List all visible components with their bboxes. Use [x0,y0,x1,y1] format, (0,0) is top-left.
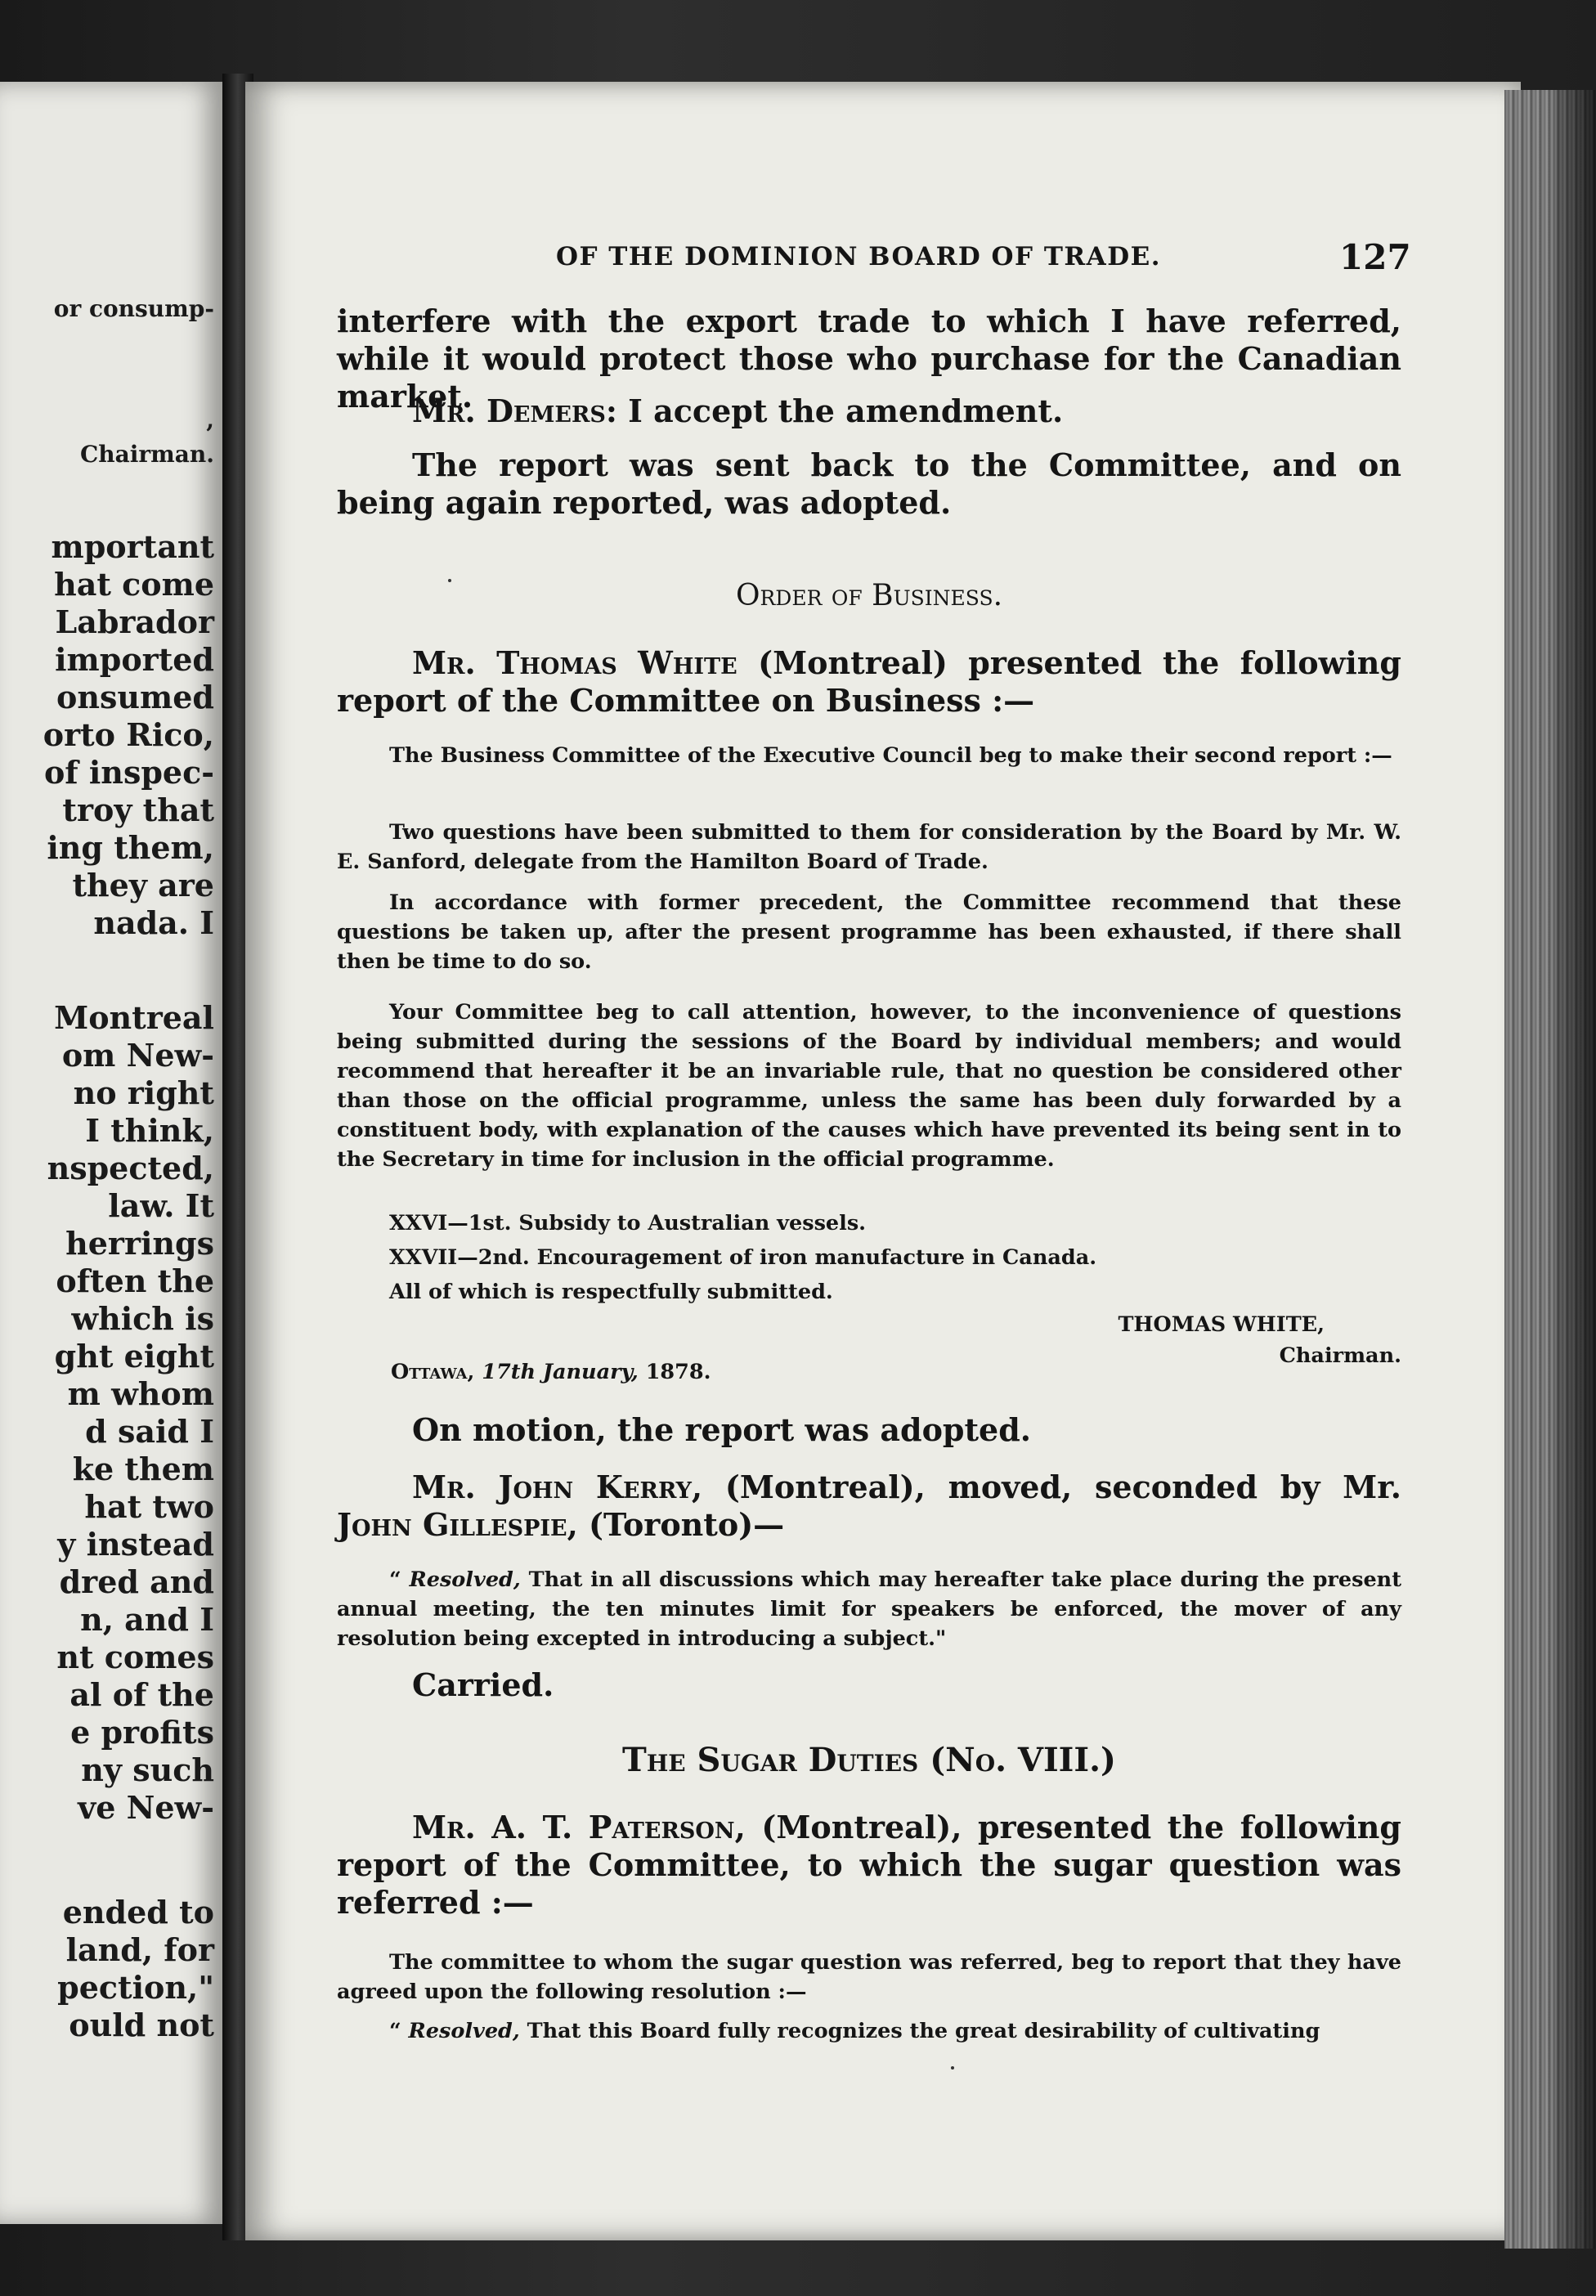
date-text: 17th January, [474,1360,639,1384]
date-place: Ottawa, [391,1360,475,1384]
seconder-last-name: Gillespie [422,1506,567,1543]
paragraph-paterson-presents [337,1809,1401,1922]
speech-text: , (Montreal), presented the following report of the Committee, to which the sugar question was referred :— [337,1809,1401,1921]
left-page-line: hat two [84,1488,214,1525]
resolution-text: That in all discussions which may hereafter take place during the present annual meeting, the ten minutes limit for speakers be enforced, the mover of any resolution being excepted in introducing a subject." [337,1567,1401,1651]
report-paragraph-1: The Business Committee of the Executive Council beg to make their second report :— [389,743,1392,768]
speech-text: (Montreal) presented the following report of the Committee on Business :— [337,644,1401,719]
left-page-line: orto Rico, [43,716,214,753]
heading-order-of-business: Order of Business. [735,579,1003,612]
date-year: 1878. [638,1360,711,1384]
left-page-line: often the [56,1262,214,1299]
page-edge-shadow [1553,90,1596,2249]
report-item-xxvi: XXVI—1st. Subsidy to Australian vessels. [389,1211,867,1235]
running-title: OF THE DOMINION BOARD OF TRADE. [556,242,1162,271]
left-page-line: hat come [54,566,214,603]
left-page-line: of inspec- [43,754,214,791]
left-page-line: ny such [81,1751,214,1788]
left-page-line: nt comes [56,1639,214,1675]
left-page-line: Montreal [54,999,214,1036]
left-page-line: n, and I [80,1601,214,1638]
left-page-line: m whom [67,1375,214,1412]
resolved-word: Resolved, [408,2019,520,2043]
left-page-line: they are [72,867,214,904]
paragraph-kerry-moves [337,1469,1401,1544]
left-page-line: Chairman. [79,441,214,468]
left-page-line: al of the [69,1676,214,1713]
report-item-xxvii: XXVII—2nd. Encouragement of iron manufacture in Canada. [389,1245,1097,1270]
left-page-line: Labrador [55,603,214,640]
date-line [391,1357,1455,1387]
speaker-name: Mr. Demers [412,392,606,429]
left-page-line: ould not [69,2007,214,2043]
page-number: 127 [1339,237,1411,277]
left-page-line: onsumed [56,679,214,715]
left-page-line: y instead [57,1526,214,1563]
paragraph-motion-adopted: On motion, the report was adopted. [412,1411,1032,1448]
left-page-line: nada. I [93,904,214,941]
left-page-line: or consump- [53,295,214,322]
left-page-line: ght eight [54,1338,214,1374]
sugar-resolution: “ Resolved, That this Board fully recognizes the great desirability of cultivating [389,2019,1320,2043]
paragraph-demers [337,392,1401,430]
speech-text: : I accept the amendment. [605,392,1064,429]
sugar-report-paragraph: The committee to whom the sugar question was referred, beg to report that they have agreed upon the following resolution :— [337,1950,1401,2004]
speaker-name: Mr. A. T. Paterson [412,1809,735,1845]
print-speck [448,579,451,582]
left-page-line: e profits [70,1714,214,1751]
paragraph-report-adopted: The report was sent back to the Committee, and on being again reported, was adopted. [337,446,1401,521]
resolution-time-limit: “ Resolved, That in all discussions which may hereafter take place during the present annual meeting, the ten minutes limit for speakers be enforced, the mover of any resolution being excepted in introducing a subject." [337,1567,1401,1651]
resolution-text: That this Board fully recognizes the great desirability of cultivating [519,2019,1320,2043]
report-closing: All of which is respectfully submitted. [389,1280,833,1304]
report-paragraph-4: Your Committee beg to call attention, however, to the inconvenience of questions being submitted during the sessions of the Board by individual members; and would recommend that hereafter it be an invariable rule, that no question be considered other than those on the official programme, unless the same has been duly forwarded by a constituent body, with explanation of the causes which have prevented its being sent in to the Secretary in time for inclusion in the official programme. [337,1000,1401,1172]
speaker-name: Mr. John Kerry [412,1469,692,1505]
left-page-line: om New- [61,1037,214,1074]
left-page-line: ve New- [78,1789,214,1826]
left-page-line: , [206,406,214,433]
speaker-name: Mr. Thomas White [412,644,737,681]
report-paragraph-2: Two questions have been submitted to them for consideration by the Board by Mr. W. E. Sanford, delegate from the Hamilton Board of Trade. [337,820,1401,874]
left-page-line: pection," [57,1969,214,2006]
seconder-first-name: John [337,1506,412,1543]
report-paragraph-3: In accordance with former precedent, the Committee recommend that these questions be taken up, after the present programme has been exhausted, if there shall then be time to do so. [337,890,1401,974]
signature-title: Chairman. [1279,1343,1401,1368]
paragraph-white-presents [337,644,1401,720]
left-page-line: I think, [85,1112,214,1149]
left-page-line: land, for [65,1931,214,1968]
heading-sugar-duties: The Sugar Duties (No. VIII.) [622,1741,1116,1779]
resolved-word: Resolved, [409,1567,521,1592]
left-page-line: troy that [62,791,214,828]
left-page-line: d said I [85,1413,214,1450]
left-page-line: herrings [65,1225,214,1262]
left-page-line: ke them [72,1451,214,1487]
left-page-line: mportant [51,528,214,565]
left-page-line: law. It [108,1187,214,1224]
signature-name: THOMAS WHITE, [1118,1312,1325,1337]
paragraph-export-trade: interfere with the export trade to which I have referred, while it would protect those who purchase for the Canadian market. [337,303,1401,415]
left-page-line: which is [71,1300,214,1337]
speech-text-end: , (Toronto)— [567,1506,785,1543]
left-page-line: imported [55,641,214,678]
left-page-line: nspected, [47,1150,214,1186]
left-page-line: no right [73,1074,214,1111]
left-page-fragment [0,82,222,2224]
speech-text: , (Montreal), moved, seconded by Mr. [691,1469,1402,1505]
print-speck [951,2066,954,2070]
left-page-line: ended to [62,1894,214,1931]
left-page-line: ing them, [47,829,214,866]
left-page-line: dred and [59,1563,214,1600]
carried-line: Carried. [412,1666,554,1703]
